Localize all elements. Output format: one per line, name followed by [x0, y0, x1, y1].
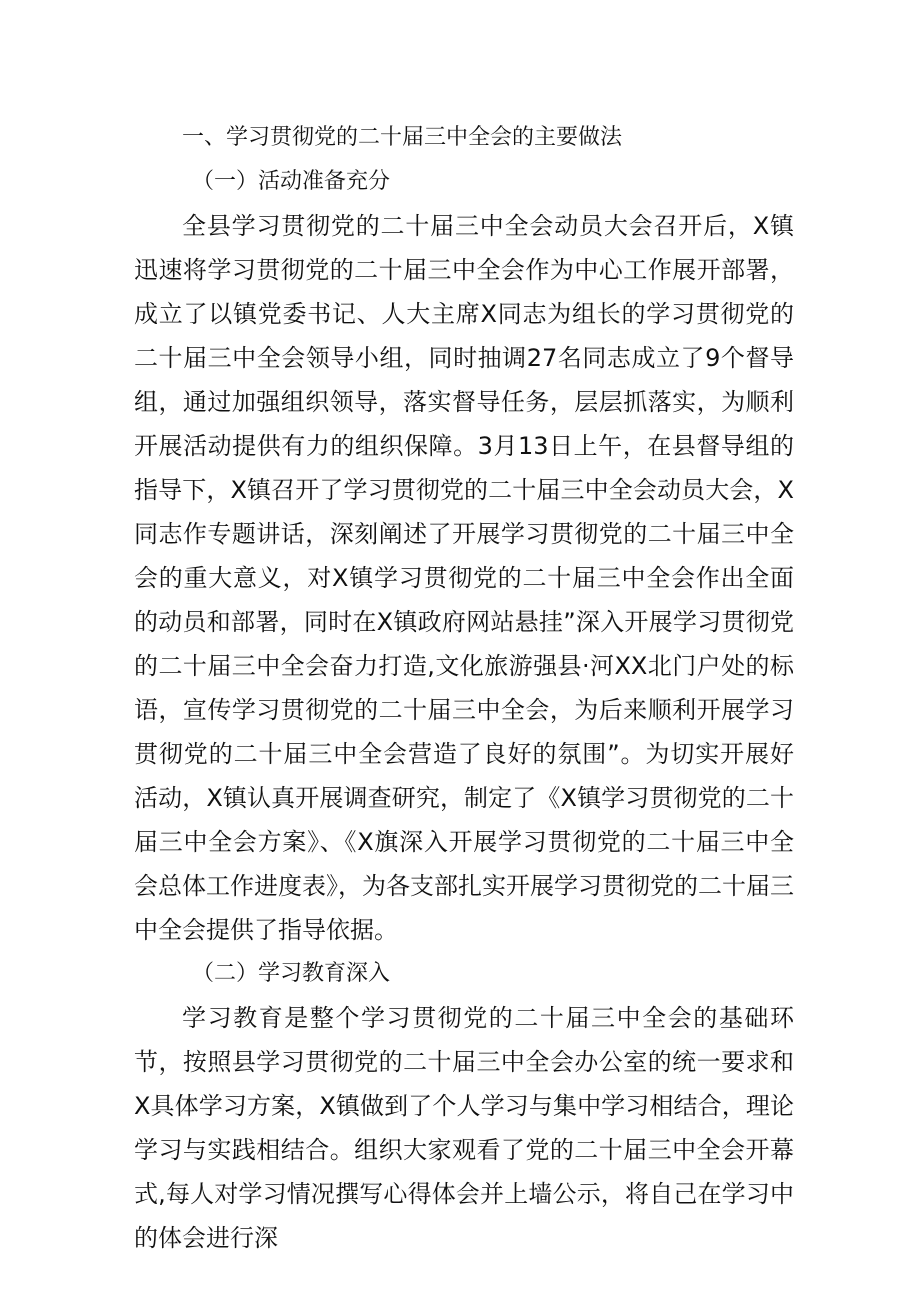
subsection-title-1: （一）活动准备充分 — [192, 169, 391, 194]
paragraph-2: 学习教育是整个学习贯彻党的二十届三中全会的基础环节，按照县学习贯彻党的二十届三中全会办公室的统一要求和X具体学习方案，X镇做到了个人学习与集中学习相结合，理论学习与实践相结合。组织大家观看了党的二十届三中全会开幕式,每人对学习情况撰写心得体会并上墙公示，将自己在学习中的体会进行深 — [134, 1004, 794, 1252]
paragraph-1: 全县学习贯彻党的二十届三中全会动员大会召开后，X镇迅速将学习贯彻党的二十届三中全会作为中心工作展开部署，成立了以镇党委书记、人大主席X同志为组长的学习贯彻党的二十届三中全会领导小组，同时抽调27名同志成立了9个督导组，通过加强组织领导，落实督导任务，层层抓落实，为顺利开展活动提供有力的组织保障。3月13日上午，在县督导组的指导下，X镇召开了学习贯彻党的二十届三中全会动员大会，X同志作专题讲话，深刻阐述了开展学习贯彻党的二十届三中全会的重大意义，对X镇学习贯彻党的二十届三中全会作出全面的动员和部署，同时在X镇政府网站悬挂”深入开展学习贯彻党的二十届三中全会奋力打造,文化旅游强县·河XX北门户处的标语，宣传学习贯彻党的二十届三中全会，为后来顺利开展学习贯彻党的二十届三中全会营造了良好的氛围”。为切实开展好活动，X镇认真开展调查研究，制定了《X镇学习贯彻党的二十届三中全会方案》、《X旗深入开展学习贯彻党的二十届三中全会总体工作进度表》，为各支部扎实开展学习贯彻党的二十届三中全会提供了指导依据。 — [134, 212, 794, 944]
document-body — [134, 116, 794, 1260]
subsection-title-2: （二）学习教育深入 — [192, 961, 391, 986]
section-title: 一、学习贯彻党的二十届三中全会的主要做法 — [182, 125, 623, 150]
